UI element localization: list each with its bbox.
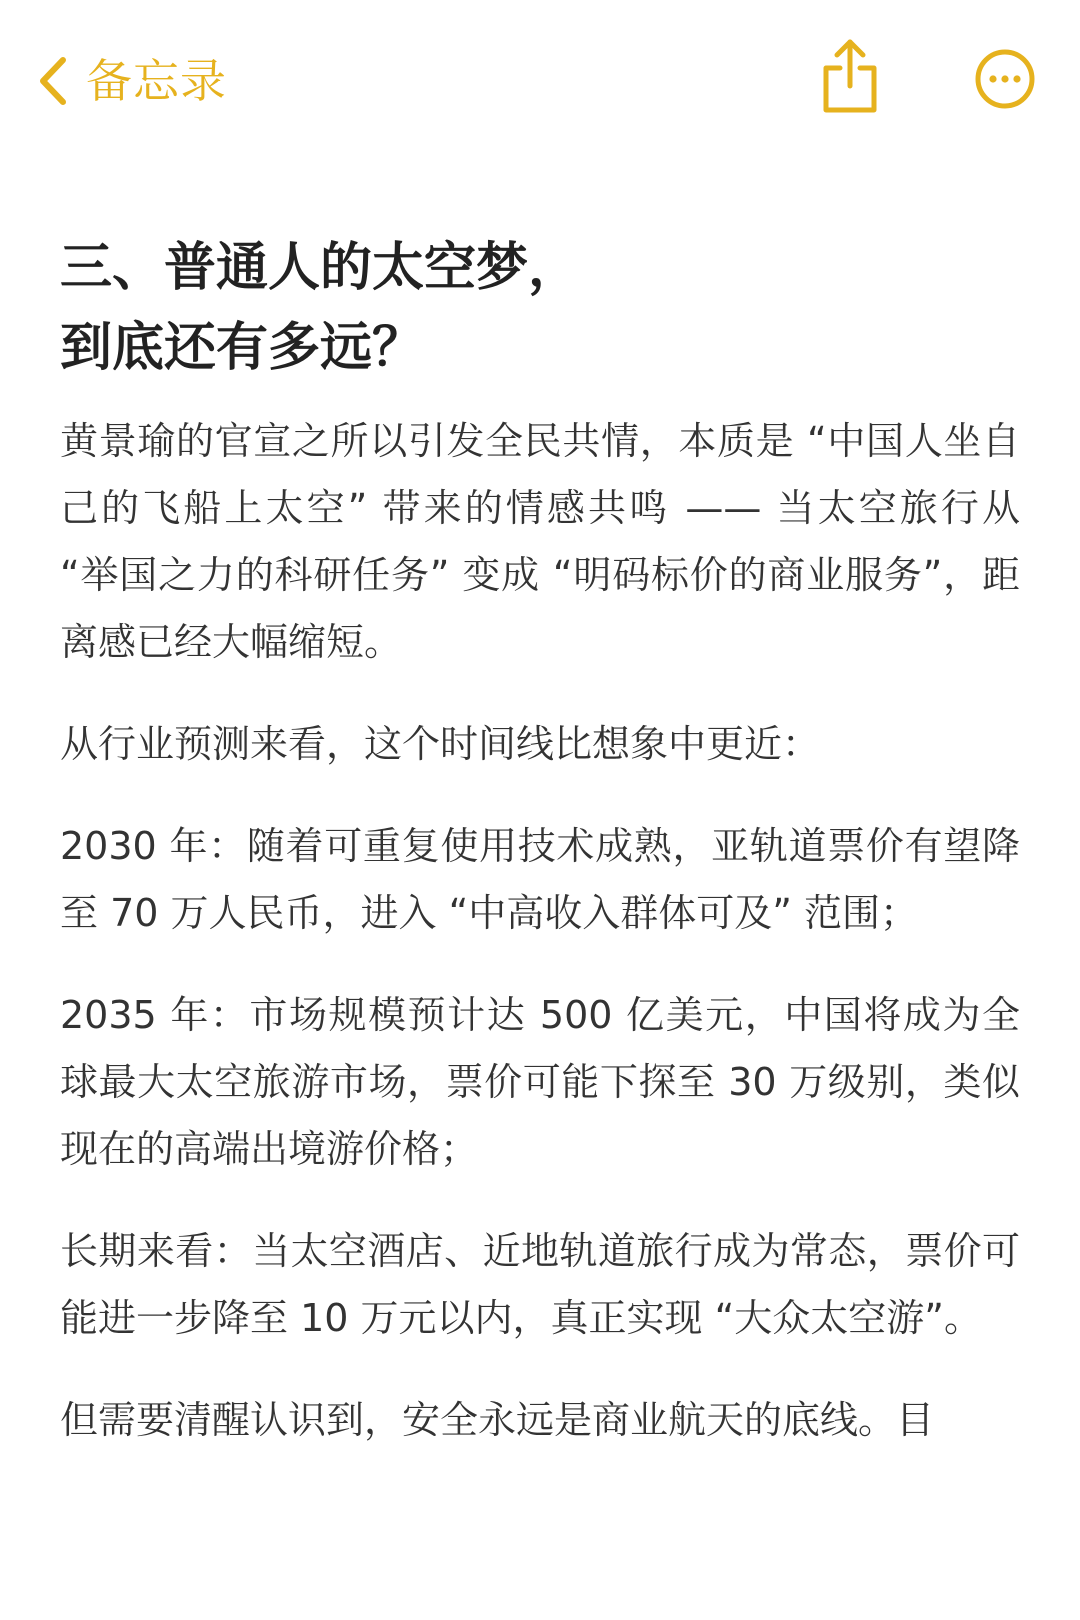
navigation-bar xyxy=(0,0,1080,150)
note-paragraph: 2035 年：市场规模预计达 500 亿美元，中国将成为全球最大太空旅游市场，票价可能下探至 30 万级别，类似现在的高端出境游价格； xyxy=(60,993,1020,1171)
note-paragraph: 2030 年：随着可重复使用技术成熟，亚轨道票价有望降至 70 万人民币，进入 “中高收入群体可及” 范围； xyxy=(60,824,1020,935)
note-paragraph: 从行业预测来看，这个时间线比想象中更近： xyxy=(60,722,821,766)
share-icon[interactable] xyxy=(818,36,882,116)
note-paragraph: 长期来看：当太空酒店、近地轨道旅行成为常态，票价可能进一步降至 10 万元以内，真正实现 “大众太空游”。 xyxy=(60,1229,1020,1340)
note-content[interactable] xyxy=(60,228,1020,1454)
more-icon[interactable] xyxy=(974,48,1036,110)
note-title-line: 三、普通人的太空梦， xyxy=(60,238,581,298)
note-title xyxy=(60,228,1020,388)
chevron-left-icon xyxy=(38,55,68,107)
note-paragraph: 但需要清醒认识到，安全永远是商业航天的底线。目 xyxy=(60,1398,935,1442)
note-paragraph: 黄景瑜的官宣之所以引发全民共情，本质是 “中国人坐自己的飞船上太空” 带来的情感共鸣 —— 当太空旅行从 “举国之力的科研任务” 变成 “明码标价的商业服务”，距离感已经大幅缩短。 xyxy=(60,419,1020,664)
note-title-line: 到底还有多远？ xyxy=(60,318,425,378)
back-button[interactable] xyxy=(38,48,227,114)
back-label: 备忘录 xyxy=(86,54,227,108)
